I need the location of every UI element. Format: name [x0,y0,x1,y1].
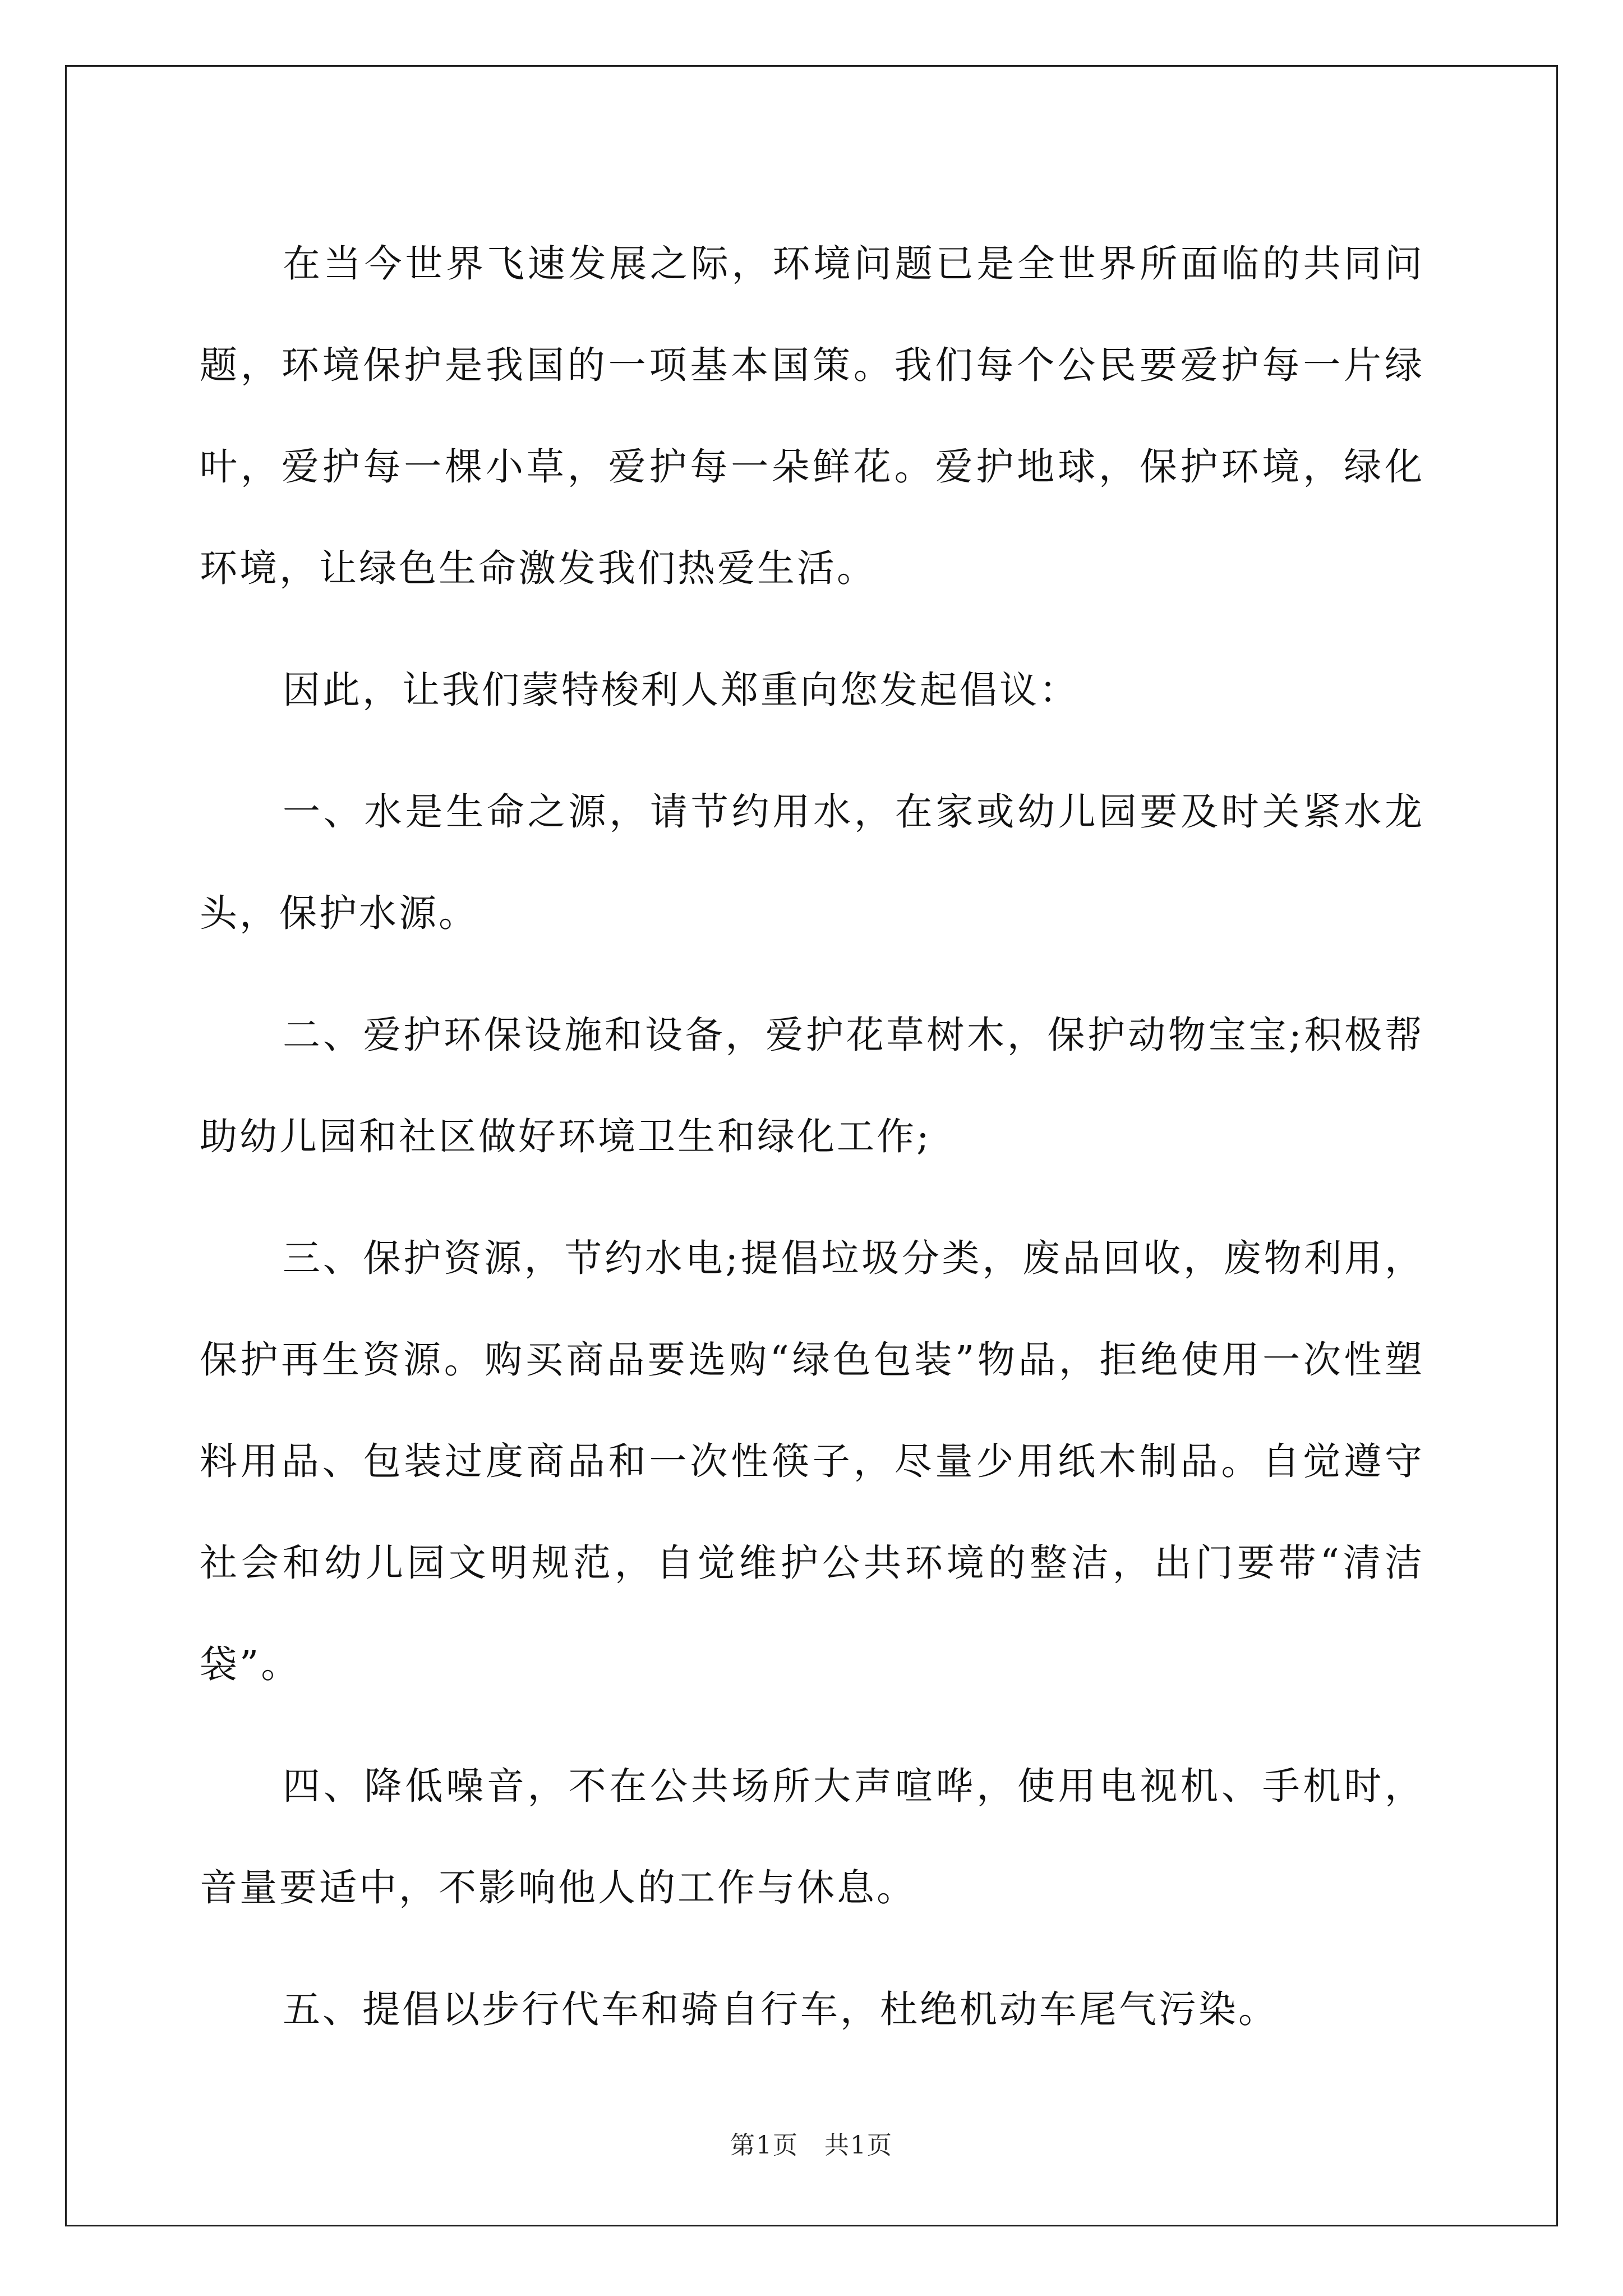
paragraph-proposal: 因此，让我们蒙特梭利人郑重向您发起倡议： [283,668,1079,712]
paragraph-item-1: 一、水是生命之源，请节约用水，在家或幼儿园要及时关紧水龙头，保护水源。 [200,790,1424,935]
paragraph-intro: 在当今世界飞速发展之际，环境问题已是全世界所面临的共同问题，环境保护是我国的一项基本国策。我们每个公民要爱护每一片绿叶，爱护每一棵小草，爱护每一朵鲜花。爱护地球，保护环境，绿化环境，让绿色生命激发我们热爱生活。 [200,242,1424,590]
paragraph-item-5: 五、提倡以步行代车和骑自行车，杜绝机动车尾气污染。 [283,1987,1278,2031]
document-body [200,213,1424,2081]
paragraph-item-3: 三、保护资源，节约水电;提倡垃圾分类，废品回收，废物利用，保护再生资源。购买商品要选购“绿色包装”物品，拒绝使用一次性塑料用品、包装过度商品和一次性筷子，尽量少用纸木制品。自觉遵守社会和幼儿园文明规范，自觉维护公共环境的整洁，出门要带“清洁袋”。 [200,1236,1424,1686]
paragraph-item-2: 二、爱护环保设施和设备，爱护花草树木，保护动物宝宝;积极帮助幼儿园和社区做好环境卫生和绿化工作; [200,1013,1424,1158]
paragraph-item-4: 四、降低噪音，不在公共场所大声喧哗，使用电视机、手机时，音量要适中，不影响他人的工作与休息。 [200,1764,1424,1910]
page-number-footer: 第1页 共1页 [730,2131,893,2160]
